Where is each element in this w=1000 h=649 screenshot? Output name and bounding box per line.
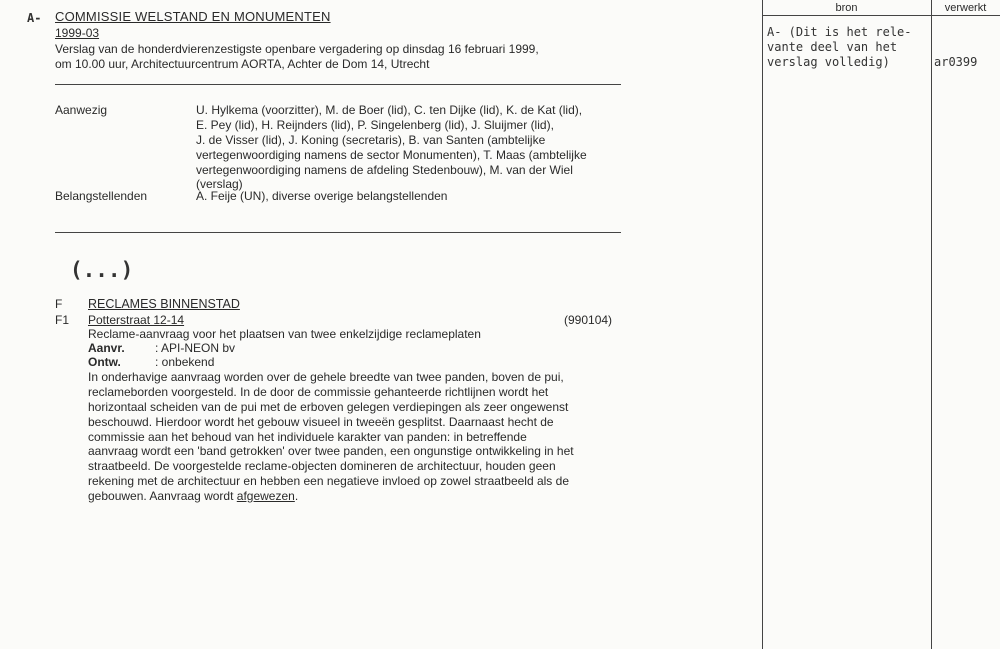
margin-note-line: A- (Dit is het rele- (767, 25, 912, 39)
present-line: vertegenwoordiging namens de afdeling Stedenbouw), M. van der Wiel (196, 163, 573, 177)
meeting-number: 1999-03 (55, 26, 100, 40)
present-line: (verslag) (196, 177, 243, 191)
present-line: vertegenwoordiging namens de sector Monumenten), T. Maas (ambtelijke (196, 148, 587, 162)
interested-label: Belangstellenden (55, 189, 148, 203)
present-line: U. Hylkema (voorzitter), M. de Boer (lid), C. ten Dijke (lid), K. de Kat (lid), (196, 103, 583, 117)
margin-note-line: verslag volledig) (767, 55, 890, 69)
present-line: J. de Visser (lid), J. Koning (secretaris), B. van Santen (ambtelijke (196, 133, 546, 147)
margin-note-line: vante deel van het (767, 40, 898, 54)
margin-marker: A- (27, 11, 42, 25)
meeting-description-line-2: om 10.00 uur, Architectuurcentrum AORTA, Achter de Dom 14, Utrecht (55, 57, 430, 71)
body-last-line (88, 489, 298, 503)
margin-header-underline (762, 15, 1000, 16)
section-title: RECLAMES BINNENSTAD (88, 297, 240, 311)
designer-label: Ontw. (88, 355, 121, 369)
section-letter: F (55, 297, 63, 311)
interested-text: A. Feije (UN), diverse overige belangstellenden (196, 189, 448, 203)
body-line: reclameborden voorgesteld. In de door de commissie gehanteerde richtlijnen wordt het (88, 385, 549, 399)
body-line: aanvraag wordt een 'band getrokken' over twee panden, een ongunstige ontwikkeling in het (88, 444, 574, 458)
item-title: Potterstraat 12-14 (88, 313, 185, 327)
item-code: F1 (55, 313, 70, 327)
processed-column-header: verwerkt (944, 2, 987, 14)
source-column-header: bron (835, 2, 858, 14)
body-line: straatbeeld. De voorgestelde reclame-objecten domineren de architectuur, houden geen (88, 459, 556, 473)
present-line: E. Pey (lid), H. Reijnders (lid), P. Singelenberg (lid), J. Sluijmer (lid), (196, 118, 554, 132)
present-label: Aanwezig (55, 103, 108, 117)
body-line: horizontaal scheiden van de pui met de erboven gelegen verdiepingen als zeer ongewenst (88, 400, 569, 414)
body-line: commissie aan het behoud van het individuele karakter van panden: in betreffende (88, 430, 527, 444)
decision-text: afgewezen (236, 489, 295, 503)
attendance-divider (55, 232, 621, 233)
body-line: rekening met de architectuur en hebben een negatieve invloed op zowel straatbeeld als de (88, 474, 569, 488)
designer-value: : onbekend (155, 355, 215, 369)
header-divider (55, 84, 621, 85)
body-last-line-suffix: . (294, 489, 299, 503)
document-title: COMMISSIE WELSTAND EN MONUMENTEN (55, 9, 331, 24)
body-last-line-prefix: gebouwen. Aanvraag wordt (88, 489, 237, 503)
processed-code: ar0399 (934, 55, 978, 69)
item-subject: Reclame-aanvraag voor het plaatsen van twee enkelzijdige reclameplaten (88, 327, 481, 341)
margin-left-border (762, 0, 763, 649)
omission-ellipsis: (...) (70, 258, 134, 282)
applicant-label: Aanvr. (88, 341, 125, 355)
body-line: beschouwd. Hierdoor wordt het gebouw visueel in tweeën gesplitst. Daarnaast hecht de (88, 415, 554, 429)
margin-column-divider (931, 0, 932, 649)
item-number: (990104) (564, 313, 613, 327)
meeting-description-line-1: Verslag van de honderdvierenzestigste openbare vergadering op dinsdag 16 februari 1999, (55, 42, 539, 56)
body-line: In onderhavige aanvraag worden over de gehele breedte van twee panden, boven de pui, (88, 370, 564, 384)
applicant-value: : API-NEON bv (155, 341, 236, 355)
